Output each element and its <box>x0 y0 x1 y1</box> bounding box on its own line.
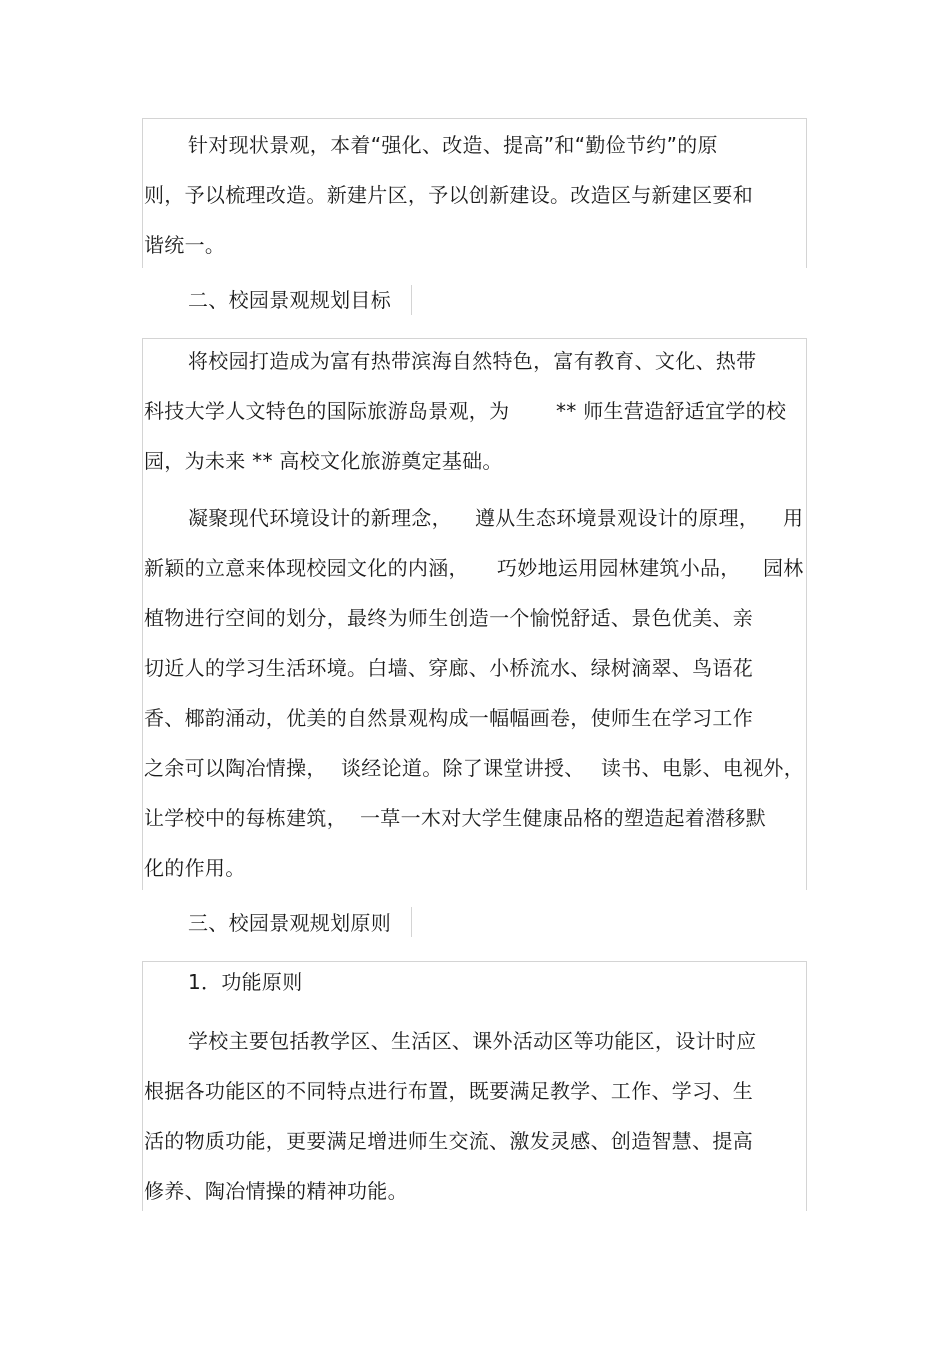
para1-line1: 针对现状景观，本着“强化、改造、提高”和“勤俭节约”的原 <box>188 133 718 157</box>
para1-line2: 则，予以梳理改造。新建片区，予以创新建设。改造区与新建区要和 <box>144 183 753 207</box>
para3-line3: 植物进行空间的划分，最终为师生创造一个愉悦舒适、景色优美、亲 <box>144 606 753 630</box>
para3-line2a: 新颖的立意来体现校园文化的内涵， <box>144 556 469 580</box>
para3-line8: 化的作用。 <box>144 856 246 880</box>
section-heading-principles: 三、校园景观规划原则 <box>188 911 391 935</box>
para1-line3: 谐统一。 <box>144 233 226 257</box>
para2-line2b: ** 师生营造舒适宜学的校 <box>556 399 787 423</box>
para3-line4: 切近人的学习生活环境。白墙、穿廊、小桥流水、绿树滴翠、鸟语花 <box>144 656 753 680</box>
section-heading-goals: 二、校园景观规划目标 <box>188 288 391 312</box>
para2-line1: 将校园打造成为富有热带滨海自然特色，富有教育、文化、热带 <box>188 349 757 373</box>
para3-line2b: 巧妙地运用园林建筑小品， <box>497 556 741 580</box>
para4-line1: 学校主要包括教学区、生活区、课外活动区等功能区，设计时应 <box>188 1029 757 1053</box>
para3-line2c: 园林 <box>763 556 804 580</box>
para3-line1a: 凝聚现代环境设计的新理念， <box>188 506 452 530</box>
para4-line3: 活的物质功能，更要满足增进师生交流、激发灵感、创造智慧、提高 <box>144 1129 753 1153</box>
para3-line1b: 遵从生态环境景观设计的原理， <box>475 506 760 530</box>
para3-line6c: 读书、电影、电视外， <box>601 756 804 780</box>
para3-line7b: 一草一木对大学生健康品格的塑造起着潜移默 <box>360 806 766 830</box>
para2-line3: 园，为未来 ** 高校文化旅游奠定基础。 <box>144 449 503 473</box>
para3-line6b: 谈经论道。除了课堂讲授、 <box>341 756 585 780</box>
subheading-function-principle: 1．功能原则 <box>188 970 303 994</box>
para4-line4: 修养、陶冶情操的精神功能。 <box>144 1179 408 1203</box>
para2-line2a: 科技大学人文特色的国际旅游岛景观，为 <box>144 399 510 423</box>
para3-line7a: 让学校中的每栋建筑， <box>144 806 347 830</box>
para4-line2: 根据各功能区的不同特点进行布置，既要满足教学、工作、学习、生 <box>144 1079 753 1103</box>
para3-line6a: 之余可以陶冶情操， <box>144 756 327 780</box>
para3-line1c: 用 <box>783 506 804 530</box>
para3-line5: 香、椰韵涌动，优美的自然景观构成一幅幅画卷，使师生在学习工作 <box>144 706 753 730</box>
